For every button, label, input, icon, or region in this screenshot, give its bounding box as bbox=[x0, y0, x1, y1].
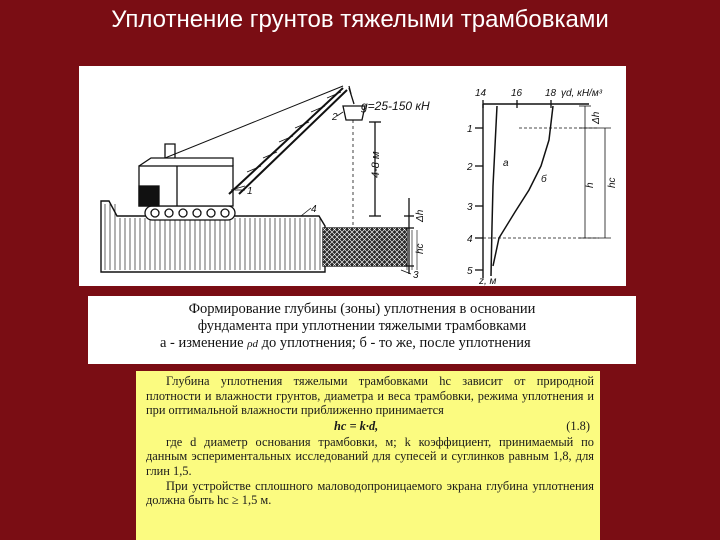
right-h-label: h bbox=[585, 182, 596, 188]
density-axis-label: γd, кН/м³ bbox=[561, 88, 603, 99]
curve-b-line bbox=[493, 106, 553, 266]
hc-label-left: hc bbox=[415, 243, 426, 254]
depth-1: 1 bbox=[467, 124, 473, 135]
text-paragraph-2: где d диаметр основания трамбовки, м; k коэффициент, принимаемый по данным эспериментальных исследований для супесей и суглинков равным 1,8, для глин 1,5. bbox=[146, 434, 594, 478]
depth-5: 5 bbox=[467, 266, 473, 277]
callout-4: 4 bbox=[311, 204, 317, 215]
tick-14: 14 bbox=[475, 88, 487, 99]
curve-a-label: a bbox=[503, 158, 509, 169]
dh-label-left: Δh bbox=[415, 209, 426, 222]
depth-4: 4 bbox=[467, 234, 473, 245]
callout-2: 2 bbox=[332, 112, 338, 123]
compaction-diagram bbox=[79, 66, 626, 286]
figure-panel bbox=[79, 66, 626, 286]
tick-16: 16 bbox=[511, 88, 523, 99]
caption-line-3-b: до уплотнения; б - то же, после уплотнения bbox=[261, 335, 531, 351]
figure-caption bbox=[88, 296, 636, 364]
density-graph bbox=[475, 100, 611, 278]
caption-line-3-a: а - изменение bbox=[160, 335, 244, 351]
caption-line-2: фундамента при уплотнении тяжелыми трамбовками bbox=[197, 318, 527, 334]
text-paragraph-3: При устройстве сплошного маловодопроницаемого экрана глубина уплотнения должна быть hc ≥ 1,5 м. bbox=[146, 478, 594, 508]
crane-tracks bbox=[145, 206, 235, 220]
drop-height-label: 4-8 м bbox=[370, 151, 382, 178]
depth-3: 3 bbox=[467, 202, 473, 213]
z-axis-label: z, м bbox=[479, 276, 497, 286]
caption-rho: ρd bbox=[247, 338, 258, 350]
tick-18: 18 bbox=[545, 88, 557, 99]
text-box bbox=[136, 371, 600, 540]
load-label: g=25-150 кН bbox=[361, 99, 430, 113]
formula-row bbox=[146, 419, 594, 434]
depth-2: 2 bbox=[467, 162, 473, 173]
equation-number: (1.8) bbox=[566, 418, 590, 433]
caption-line-1: Формирование глубины (зоны) уплотнения в основании bbox=[188, 301, 536, 317]
crane-body bbox=[139, 144, 233, 206]
formula: hc = k·d, bbox=[334, 418, 379, 433]
caption-line-3 bbox=[88, 335, 636, 353]
curve-b-label: б bbox=[541, 174, 547, 185]
slide-title: Уплотнение грунтов тяжелыми трамбовками bbox=[111, 6, 609, 33]
callout-1: 1 bbox=[247, 186, 253, 197]
right-hc-label: hc bbox=[607, 177, 618, 188]
crane-rope bbox=[349, 88, 354, 104]
text-paragraph-1: Глубина уплотнения тяжелыми трамбовками hc зависит от природной плотности и влажности грунтов, диаметра и веса трамбовки, режима уплотнения и при оптимальной влажности приближенно принимается bbox=[146, 374, 594, 418]
right-dh-label: Δh bbox=[591, 111, 602, 124]
callout-3: 3 bbox=[413, 270, 419, 281]
